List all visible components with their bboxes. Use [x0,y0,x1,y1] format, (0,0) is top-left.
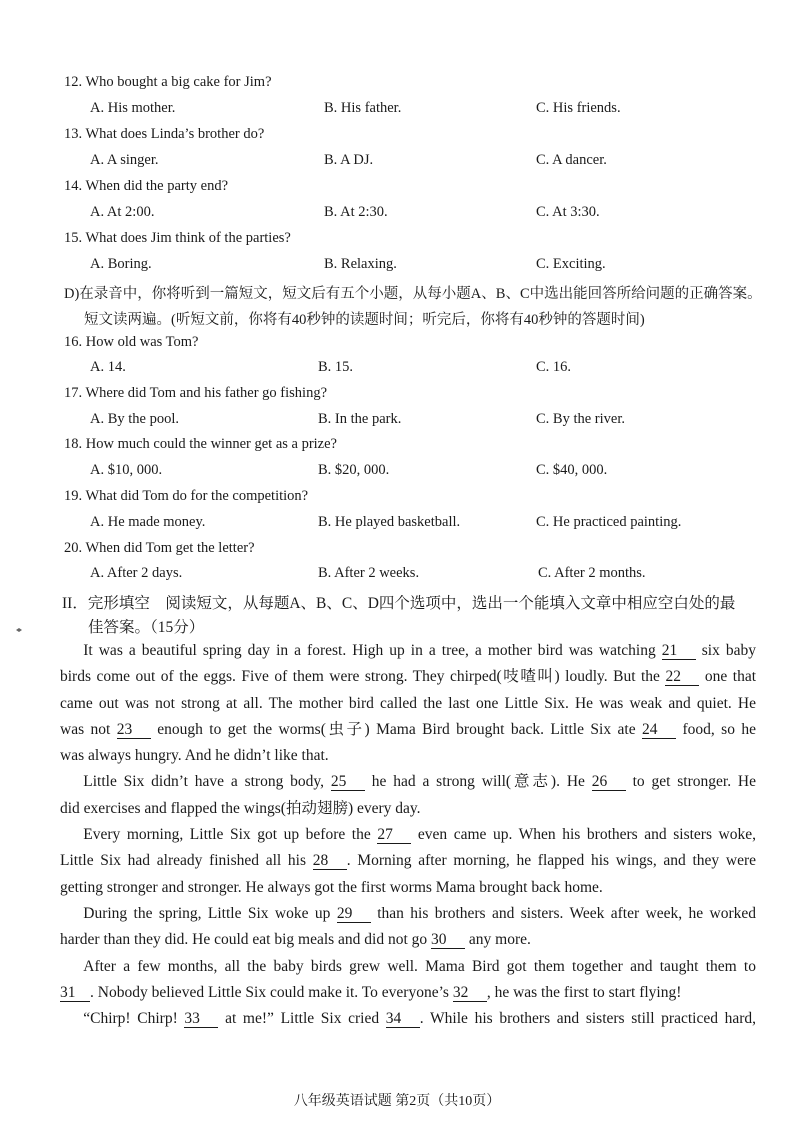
blank-33[interactable]: 33 [184,1011,218,1028]
blank-23[interactable]: 23 [117,722,151,739]
section-d-instruction: D)在录音中，你将听到一篇短文，短文后有五个小题，从每小题A、B、C中选出能回答所给问题的正确答案。 [64,286,762,302]
option-c: C. His friends. [536,100,621,116]
passage-line: did exercises and flapped the wings(拍动翅膀) every day. [60,799,421,817]
passage-line: birds come out of the eggs. Five of them were strong. They chirped(吱喳叫) loudly. But the 22 one that [60,668,757,686]
option-b: B. Relaxing. [324,256,397,272]
blank-31[interactable]: 31 [60,985,90,1002]
question-16: 16. How old was Tom? [64,334,199,350]
option-c: C. Exciting. [536,256,606,272]
section-2-heading-2: 佳答案。（15分） [88,619,205,636]
option-b: B. 15. [318,359,354,375]
option-c: C. He practiced painting. [536,514,682,530]
option-a: A. A singer. [90,152,159,168]
option-a: A. At 2:00. [90,204,155,220]
passage-line: Every morning, Little Six got up before the 27 even came up. When his brothers and sisters woke, [83,826,757,844]
option-b: B. His father. [324,100,402,116]
passage-line: After a few months, all the baby birds grew well. Mama Bird got them together and taught them to [83,957,756,975]
option-c: C. By the river. [536,411,626,427]
option-a: A. $10, 000. [90,462,163,478]
passage-line: came out was not strong at all. The mother bird called the last one Little Six. He was weak and quiet. He [60,694,756,712]
blank-27[interactable]: 27 [377,827,411,844]
passage-line: Little Six had already finished all his 28 . Morning after morning, he flapped his wings, and they were [60,852,756,870]
option-a: A. He made money. [90,514,206,530]
blank-24[interactable]: 24 [642,722,676,739]
passage-line: was not 23 enough to get the worms(虫子) Mama Bird brought back. Little Six ate 24 food, so he [60,720,757,738]
option-a: A. Boring. [90,256,152,272]
passage-line: “Chirp! Chirp! 33 at me!” Little Six cried 34 . While his brothers and sisters still practiced hard, [83,1010,757,1028]
blank-26[interactable]: 26 [592,774,626,791]
question-20: 20. When did Tom get the letter? [64,540,255,556]
blank-21[interactable]: 21 [662,643,696,660]
question-18: 18. How much could the winner get as a prize? [64,436,337,452]
option-c: C. A dancer. [536,152,607,168]
option-a: A. After 2 days. [90,565,183,581]
blank-28[interactable]: 28 [313,853,347,870]
blank-29[interactable]: 29 [337,906,371,923]
option-b: B. In the park. [318,411,402,427]
question-12: 12. Who bought a big cake for Jim? [64,74,272,90]
blank-30[interactable]: 30 [431,932,465,949]
option-a: A. By the pool. [90,411,180,427]
blank-22[interactable]: 22 [665,669,699,686]
option-c: C. At 3:30. [536,204,600,220]
cloze-passage [60,638,756,1032]
option-b: B. $20, 000. [318,462,390,478]
passage-line: getting stronger and stronger. He always got the first worms Mama brought back home. [60,878,603,896]
option-b: B. At 2:30. [324,204,388,220]
blank-32[interactable]: 32 [453,985,487,1002]
question-17: 17. Where did Tom and his father go fishing? [64,385,328,401]
question-14: 14. When did the party end? [64,178,229,194]
passage-line: During the spring, Little Six woke up 29 than his brothers and sisters. Week after week, he worked [83,904,757,922]
option-c: C. 16. [536,359,572,375]
option-a: A. 14. [90,359,126,375]
question-15: 15. What does Jim think of the parties? [64,230,291,246]
option-c: C. After 2 months. [538,565,646,581]
option-b: B. A DJ. [324,152,374,168]
section-d-instruction-2: 短文读两遍。(听短文前，你将有40秒钟的读题时间；听完后，你将有40秒钟的答题时间) [84,312,645,328]
question-19: 19. What did Tom do for the competition? [64,488,309,504]
option-b: B. He played basketball. [318,514,461,530]
section-2-heading: II．完形填空 阅读短文，从每题A、B、C、D四个选项中，选出一个能填入文章中相应空白处的最 [62,595,736,612]
blank-25[interactable]: 25 [331,774,365,791]
blank-34[interactable]: 34 [386,1011,420,1028]
passage-line: Little Six didn’t have a strong body, 25 he had a strong will(意志). He 26 to get stronger. He [83,773,756,791]
passage-line: was always hungry. And he didn’t like that. [60,747,329,765]
option-c: C. $40, 000. [536,462,608,478]
question-13: 13. What does Linda’s brother do? [64,126,265,142]
option-b: B. After 2 weeks. [318,565,420,581]
margin-mark-icon [16,628,22,632]
passage-line: harder than they did. He could eat big meals and did not go 30 any more. [60,931,531,949]
option-a: A. His mother. [90,100,176,116]
page-footer: 八年级英语试题 第2页（共10页） [293,1094,501,1109]
passage-line: It was a beautiful spring day in a forest. High up in a tree, a mother bird was watching 21 six baby [83,642,757,659]
passage-line: 31 . Nobody believed Little Six could make it. To everyone’s 32 , he was the first to start flying! [60,983,682,1001]
